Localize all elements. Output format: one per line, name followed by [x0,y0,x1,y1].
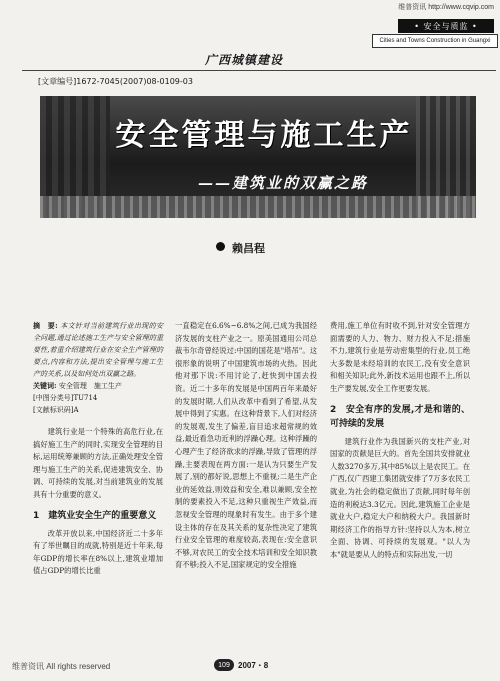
document-code: [文献标识码]A [33,406,79,414]
section-2-paragraph: 建筑行业作为我国新兴的支柱产业,对国家的贡献是巨大的。首先全国共安排就业人数3270多万,其中85%以上是农民工。在广西,仅广西建工集团就安排了7万多农民工就业,为社会的稳定做出了贡献,同时每年创造的利税达3.3亿元。因此,建筑施工企业是就业大户,稳定大户和纳税大户。我国新时期经济工作的指导方针:坚持以人为本,树立全面、协调、可持续的发展观。"以人为本"就是要从人的特点和实际出发,一切 [330,436,470,559]
keywords-label: 关键词: [33,381,57,390]
page-number: 109 [214,659,234,671]
header-divider [22,70,496,71]
abstract-text: 本文针对当前建筑行业出现的安全问题,通过论述施工生产与安全管理的重要性,着重介绍建筑行业在安全生产管理的要点,内容和方法,提出安全管理与施工生产的关系,以及如何处出双赢之路。 [33,322,164,378]
keywords [33,380,163,392]
section-badge: • 安全与质监 • [398,19,494,33]
column-1 [33,320,163,579]
column-2 [175,320,317,573]
section-1-paragraph: 改革开放以来,中国经济近二十多年有了举世瞩目的成就,特别是近十年来,每年GDP的增长率在8%以上,建筑业增加值占GDP的增长比重 [33,528,163,576]
column-3 [330,320,470,563]
author-bullet-icon [216,242,225,251]
body-paragraph-cont: 费用,施工单位有时收不到,针对安全管理方面需要的人力、物力、财力投入不足;措施不力,建筑行业是劳动密集型的行业,员工绝大多数是未经培训的农民工,没有安全意识和相关知识;此外,新技术运用也跟不上,所以生产要发展,安全工作更要发展。 [330,321,470,393]
section-english-label: Cities and Towns Construction in Guangxi [372,34,498,48]
section-1-heading: 1 建筑业安全生产的重要意义 [33,510,157,521]
abstract [33,320,163,380]
intro-paragraph: 建筑行业是一个特殊的高危行业,在搞好施工生产的同时,实现安全管理的目标,运用统筹兼顾的方法,正确处理安全管理与施工生产的关系,促进建筑安全、协调、可持续的发展,对当前建筑业的发展具有十分重要的意义。 [33,427,163,499]
section-2-heading: 2 安全有序的发展,才是和谐的、可持续的发展 [330,404,470,429]
journal-brand: 广西城镇建设 [205,53,284,67]
footer-copyright: 维普资讯 All rights reserved [12,662,111,671]
clc-number: [中图分类号]TU714 [33,394,98,402]
article-number: [文章编号]1672-7045(2007)08-0109-03 [38,77,193,86]
banner-ground [40,196,476,218]
article-title: 安全管理与施工生产 [115,118,413,153]
source-url: 维普资讯 http://www.cqvip.com [398,4,494,11]
body-paragraph: 一直稳定在6.6%~6.8%之间,已成为我国经济发展的支柱产业之一。原美国通用公司总裁韦尔奇曾经说过:中国的国花是"塔吊"。这很形象的说明了中国建筑市场的火热。因此他对那下说:不用讨论了,赶快到中国去投资。近二十多年的发展是中国两百年来最好的发展时期,人们从改革中看到了希望,从发展中得到了实惠。在这种背景下,人们对经济的发展观,发生了偏差,盲目追求超常规的效益,最近看急功近利的浮躁心理。这种浮躁的心理产生了经济欲求的浮躁,导致了管理的浮躁,主要表现在两方面:一是认为只要生产发展了,别的都好说,思想上不重视;二是生产企业的延效益,则效益和安全,难以兼顾,安全控制的要素投入不足,这种只重视生产效益,而忽视安全管理的现象时有发生。由于多个建设主体的存在及其关系的复杂性决定了建筑行业安全管理的难度较高,表现在:安全意识不够,对农民工的安全技术培训和安全知识教育不够;投入不足,国家规定的安全措施 [175,321,317,570]
title-banner [40,96,476,218]
article-subtitle: ——建筑业的双赢之路 [198,174,369,192]
keywords-text: 安全管理 施工生产 [58,382,122,390]
author-name: 赖昌程 [232,242,265,255]
issue-date: 2007・8 [238,661,269,670]
abstract-label: 摘 要: [33,321,58,330]
